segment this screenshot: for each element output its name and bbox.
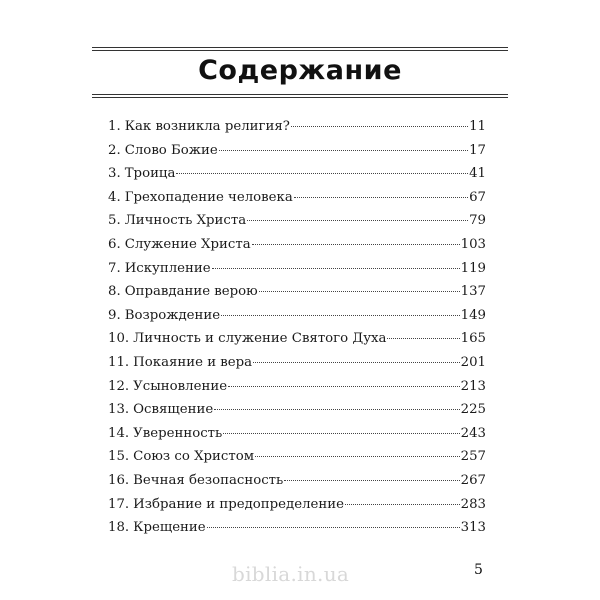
toc-entry-page: 257 (460, 449, 486, 465)
toc-dot-leader (228, 386, 460, 387)
toc-dot-leader (253, 362, 460, 363)
toc-dot-leader (214, 409, 459, 410)
toc-entry (108, 233, 486, 257)
toc-entry (108, 186, 486, 210)
toc-entry-title: Служение Христа (124, 236, 251, 252)
toc-entry-page: 225 (460, 402, 486, 418)
toc-entry (108, 445, 486, 469)
toc-entry-title: Уверенность (133, 425, 223, 441)
toc-entry-page: 313 (460, 520, 486, 536)
toc-entry-page: 119 (460, 260, 486, 276)
toc-entry (108, 280, 486, 304)
toc-entry-page: 243 (460, 425, 486, 441)
toc-entry-number: 17. (108, 496, 130, 512)
toc-entry-title: Усыновление (133, 378, 228, 394)
toc-entry (108, 327, 486, 351)
toc-entry (108, 209, 486, 233)
toc-entry-page: 283 (460, 496, 486, 512)
title-rule-bottom-inner (92, 94, 508, 95)
toc-entry-page: 67 (469, 189, 486, 205)
toc-entry (108, 493, 486, 517)
toc-entry-title: Искупление (124, 260, 211, 276)
toc-entry (108, 304, 486, 328)
watermark: biblia.in.ua (232, 562, 350, 586)
toc-dot-leader (221, 315, 459, 316)
toc-entry-title: Крещение (133, 520, 206, 536)
toc-entry-number: 3. (108, 166, 121, 182)
toc-entry-number: 8. (108, 284, 121, 300)
toc-entry-number: 16. (108, 472, 130, 488)
toc-dot-leader (294, 197, 468, 198)
toc-entry-title: Возрождение (124, 307, 221, 323)
page-title: Содержание (198, 55, 402, 86)
toc-entry-number: 9. (108, 307, 121, 323)
toc-entry-title: Личность Христа (124, 213, 247, 229)
toc-entry-page: 149 (460, 307, 486, 323)
toc-entry-number: 11. (108, 354, 130, 370)
toc-entry (108, 469, 486, 493)
toc-entry-title: Грехопадение человека (124, 189, 293, 205)
toc-dot-leader (176, 173, 468, 174)
toc-dot-leader (212, 268, 460, 269)
toc-entry (108, 139, 486, 163)
toc-entry-number: 2. (108, 142, 121, 158)
toc-entry-title: Освящение (133, 402, 214, 418)
toc-entry-title: Покаяние и вера (133, 354, 253, 370)
toc-dot-leader (345, 504, 460, 505)
toc-entry-number: 13. (108, 402, 130, 418)
toc-entry-page: 11 (469, 119, 486, 134)
toc-entry-title: Союз со Христом (133, 449, 255, 465)
page-number: 5 (474, 562, 483, 578)
toc-entry-number: 7. (108, 260, 121, 276)
toc-dot-leader (255, 456, 460, 457)
toc-entry (108, 351, 486, 375)
toc-dot-leader (259, 291, 460, 292)
toc-entry-number: 14. (108, 425, 130, 441)
toc-dot-leader (247, 220, 468, 221)
toc-entry-page: 165 (460, 331, 486, 347)
toc-entry-title: Как возникла религия? (124, 119, 290, 134)
toc-entry-page: 267 (460, 472, 486, 488)
toc-dot-leader (291, 126, 468, 127)
toc-entry-page: 137 (460, 284, 486, 300)
toc-entry (108, 398, 486, 422)
toc-dot-leader (219, 150, 468, 151)
toc-entry-title: Избрание и предопределение (133, 496, 345, 512)
toc-entry (108, 115, 486, 139)
toc-entry-number: 1. (108, 119, 121, 134)
toc-entry (108, 422, 486, 446)
toc-entry-number: 6. (108, 236, 121, 252)
toc-dot-leader (223, 433, 459, 434)
toc-entry-number: 4. (108, 189, 121, 205)
toc-entry-title: Оправдание верою (124, 284, 258, 300)
toc-dot-leader (387, 338, 459, 339)
toc-entry-page: 213 (460, 378, 486, 394)
toc-dot-leader (284, 480, 459, 481)
title-rule-top-inner (92, 50, 508, 51)
toc-entry-page: 17 (469, 142, 486, 158)
toc-entry-page: 201 (460, 354, 486, 370)
toc-entry-number: 12. (108, 378, 130, 394)
title-rule-bottom (92, 97, 508, 98)
toc-entry-page: 79 (469, 213, 486, 229)
toc-entry-title: Личность и служение Святого Духа (133, 331, 387, 347)
toc-entry (108, 375, 486, 399)
toc-entry-title: Троица (124, 166, 176, 182)
toc-entry-number: 5. (108, 213, 121, 229)
toc-entry (108, 257, 486, 281)
toc-entry-title: Вечная безопасность (133, 472, 284, 488)
toc-entry-page: 103 (460, 236, 486, 252)
toc-dot-leader (252, 244, 460, 245)
toc-dot-leader (207, 527, 460, 528)
toc-entry-number: 10. (108, 331, 130, 347)
toc-entry (108, 516, 486, 540)
toc-entry (108, 162, 486, 186)
toc-entry-page: 41 (469, 166, 486, 182)
table-of-contents (108, 115, 486, 540)
title-rule-top (92, 47, 508, 48)
toc-entry-number: 18. (108, 520, 130, 536)
toc-entry-title: Слово Божие (124, 142, 218, 158)
toc-entry-number: 15. (108, 449, 130, 465)
